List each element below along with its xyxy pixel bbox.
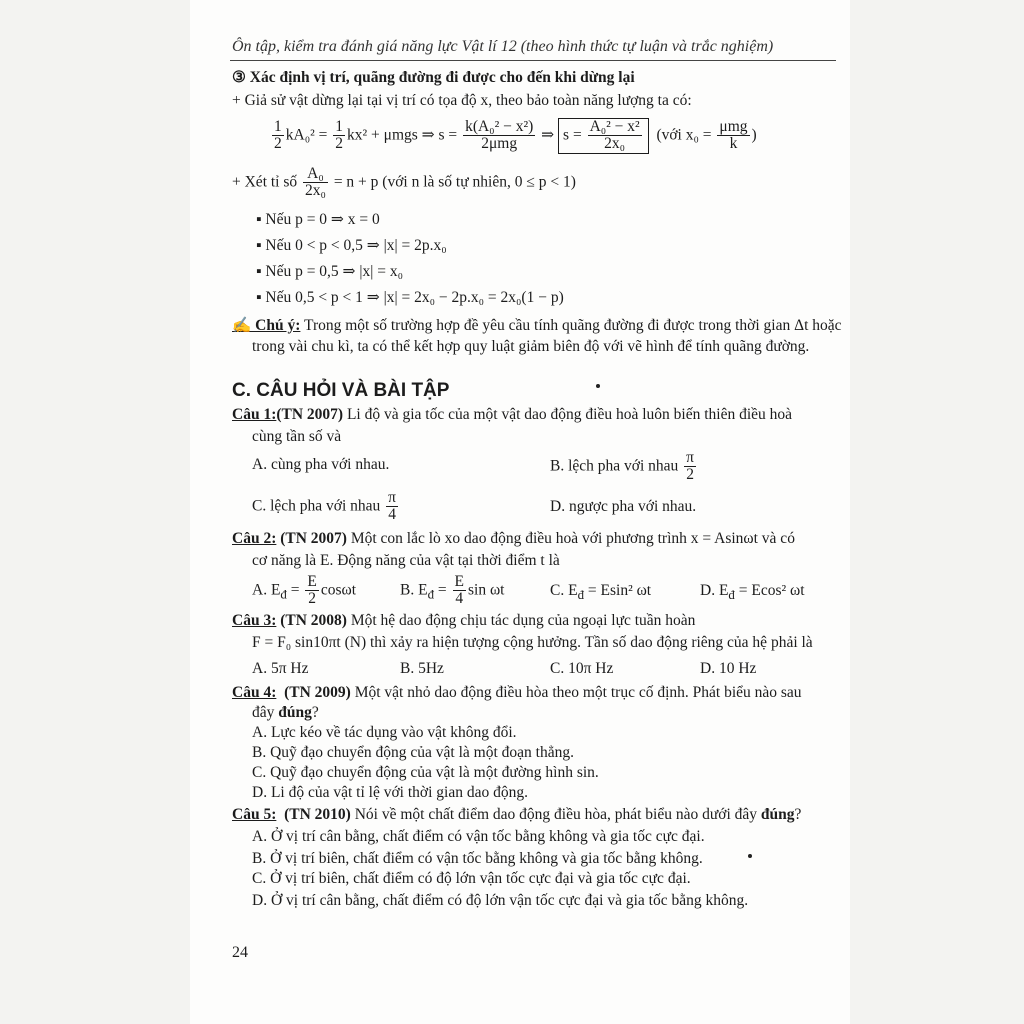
- running-header: Ôn tập, kiểm tra đánh giá năng lực Vật lí 12 (theo hình thức tự luận và trắc nghiệm): [232, 38, 774, 55]
- print-speck: [748, 854, 752, 858]
- q1-option-a: A. cùng pha với nhau.: [252, 456, 390, 473]
- q1-b-den: 2: [684, 466, 696, 483]
- q2-b-pre: B. E: [400, 581, 428, 599]
- q1-source: (TN 2007): [276, 406, 344, 423]
- q5-source: (TN 2010): [284, 806, 351, 823]
- q2-label: Câu 2:: [232, 530, 277, 547]
- boxed-den: 2x₀: [588, 135, 642, 152]
- q2-b-sub: đ: [427, 586, 435, 602]
- q1-b-text: B. lệch pha với nhau: [550, 457, 679, 475]
- q4-option-b: B. Quỹ đạo chuyển động của vật là một đoạn thẳng.: [252, 744, 574, 761]
- eq-den: 2μmg: [463, 135, 535, 152]
- q2-option-b: [400, 574, 504, 608]
- eq-num: k(A₀² − x²): [465, 118, 534, 135]
- q2-a-num: E: [307, 573, 317, 590]
- q2-c-pre: C. E: [550, 582, 578, 599]
- q3-stem: [232, 612, 695, 630]
- q2-option-c: [550, 582, 651, 603]
- q2-c-post: = Esin² ωt: [584, 582, 652, 599]
- energy-equation: $\frac{1}{2}$ kA₀² = $\frac{1}{2}$ kx² + μmgs ⇒ s = $\frac{\text{k(A₀² − x²)}}{\text{2μmg}}$ ⇒ s = $\frac{\text{A₀² − x²}}{\text{2x₀}}$ (với x₀ = $\frac{\text{μmg}}{k}$ ): [274, 118, 757, 153]
- q4-label: Câu 4:: [232, 684, 277, 701]
- ratio-den: 2x₀: [305, 182, 326, 200]
- fraction-s: [463, 119, 535, 153]
- section3-intro: + Giả sử vật dừng lại tại vị trí có tọa độ x, theo bảo toàn năng lượng ta có:: [232, 92, 692, 109]
- page-number: 24: [232, 944, 248, 961]
- q4-text2-post: ?: [311, 704, 319, 721]
- q5-text: Nói về một chất điểm dao động điều hòa, phát biểu nào dưới đây: [350, 806, 761, 823]
- print-speck: [596, 384, 600, 388]
- q5-label: Câu 5:: [232, 806, 277, 823]
- boxed-result: [558, 118, 649, 154]
- q2-d-post: = Ecos² ωt: [734, 582, 805, 599]
- q4-text: Một vật nhỏ dao động điều hòa theo một trục cố định. Phát biểu nào sau: [350, 684, 802, 701]
- note-label: ✍ Chú ý:: [232, 317, 301, 334]
- q4-stem: [232, 684, 802, 702]
- q1-option-d: D. ngược pha với nhau.: [550, 498, 697, 515]
- q1-c-den: 4: [386, 506, 398, 523]
- q5-text-post: ?: [794, 806, 802, 823]
- ratio-line: [232, 166, 576, 200]
- ratio-num: A₀: [307, 165, 324, 182]
- q2-b-den: 4: [453, 590, 466, 607]
- q4-text2-bold: đúng: [278, 704, 312, 721]
- eq-left: kA₀² =: [285, 126, 332, 144]
- q2-text: Một con lắc lò xo dao động điều hoà với phương trình x = Asinωt và có: [346, 530, 795, 547]
- q4-option-a: A. Lực kéo về tác dụng vào vật không đổi.: [252, 724, 517, 741]
- q2-a-sub: đ: [280, 586, 287, 602]
- q1-label: Câu 1:: [232, 406, 277, 423]
- q1-option-c: [252, 490, 400, 524]
- header-rule: [230, 60, 836, 61]
- q1-b-num: π: [686, 449, 694, 466]
- eq-note: (với x₀ =: [656, 126, 716, 144]
- q1-c-text: C. lệch pha với nhau: [252, 497, 381, 515]
- q2-b-num: E: [454, 573, 464, 590]
- note-line-1: [232, 316, 842, 335]
- q2-option-d: [700, 582, 805, 603]
- q2-stem-2: cơ năng là E. Động năng của vật tại thời điểm t là: [252, 552, 560, 569]
- q4-text2-pre: đây: [252, 704, 279, 721]
- note-den: k: [717, 135, 749, 152]
- q1-stem-2: cùng tần số và: [252, 428, 342, 445]
- q3-option-c: C. 10π Hz: [550, 660, 614, 677]
- q3-source: (TN 2008): [280, 612, 347, 629]
- note-text-1: Trong một số trường hợp đề yêu cầu tính quãng đường đi được trong thời gian Δt hoặc: [304, 317, 842, 334]
- section-c-title: C. CÂU HỎI VÀ BÀI TẬP: [232, 380, 450, 401]
- q5-option-d: D. Ở vị trí cân bằng, chất điểm có độ lớn vận tốc cực đại và gia tốc bằng không.: [252, 892, 749, 909]
- q3-stem-2: F = F₀ sin10πt (N) thì xảy ra hiện tượng cộng hưởng. Tần số dao động riêng của hệ phải là: [252, 634, 813, 651]
- q4-option-d: D. Li độ của vật tỉ lệ với thời gian dao động.: [252, 784, 528, 801]
- section3-title: ③ Xác định vị trí, quãng đường đi được cho đến khi dừng lại: [232, 69, 635, 86]
- q3-option-a: A. 5π Hz: [252, 660, 309, 677]
- q2-a-eq: =: [286, 581, 304, 599]
- q3-option-b: B. 5Hz: [400, 660, 444, 677]
- ratio-intro: + Xét tỉ số: [232, 173, 302, 191]
- case-item: ▪ Nếu p = 0 ⇒ x = 0: [256, 211, 380, 228]
- eq-mid: kx² + μmgs ⇒ s =: [347, 126, 462, 144]
- q3-label: Câu 3:: [232, 612, 277, 629]
- note-num: μmg: [719, 118, 748, 135]
- q1-option-b: [550, 450, 698, 484]
- q1-stem: [232, 406, 792, 424]
- q2-a-pre: A. E: [252, 581, 281, 599]
- q2-d-pre: D. E: [700, 582, 729, 599]
- case-item: ▪ Nếu p = 0,5 ⇒ |x| = x₀: [256, 263, 404, 280]
- q3-text: Một hệ dao động chịu tác dụng của ngoại lực tuần hoàn: [346, 612, 696, 629]
- q3-option-d: D. 10 Hz: [700, 660, 757, 677]
- q2-b-eq: =: [434, 581, 451, 599]
- q5-stem: [232, 806, 801, 824]
- case-item: ▪ Nếu 0,5 < p < 1 ⇒ |x| = 2x₀ − 2p.x₀ = 2x₀(1 − p): [256, 289, 564, 306]
- q2-source: (TN 2007): [280, 530, 347, 547]
- q1-text: Li độ và gia tốc của một vật dao động điều hoà luôn biến thiên điều hoà: [343, 406, 793, 423]
- q2-c-sub: đ: [577, 587, 585, 603]
- case-item: ▪ Nếu 0 < p < 0,5 ⇒ |x| = 2p.x₀: [256, 237, 447, 254]
- q5-option-c: C. Ở vị trí biên, chất điểm có độ lớn vận tốc cực đại và gia tốc cực đại.: [252, 870, 691, 887]
- q5-text-bold: đúng: [760, 806, 795, 823]
- q2-option-a: [252, 574, 356, 608]
- q2-d-sub: đ: [728, 587, 735, 603]
- q4-option-c: C. Quỹ đạo chuyển động của vật là một đường hình sin.: [252, 764, 599, 781]
- q2-b-post: sin ωt: [467, 581, 505, 599]
- q5-option-a: A. Ở vị trí cân bằng, chất điểm có vận tốc bằng không và gia tốc cực đại.: [252, 828, 705, 845]
- q5-option-b: B. Ở vị trí biên, chất điểm có vận tốc bằng không và gia tốc bằng không.: [252, 850, 703, 867]
- fraction-half-2: $\frac{1}{2}$: [335, 118, 343, 153]
- q2-a-den: 2: [305, 590, 318, 607]
- q2-a-post: cosωt: [320, 581, 357, 599]
- boxed-s: s =: [563, 126, 586, 144]
- boxed-num: A₀² − x²: [589, 118, 640, 135]
- q4-source: (TN 2009): [284, 684, 351, 701]
- q1-c-num: π: [388, 489, 396, 506]
- q4-stem-2: [252, 704, 319, 722]
- ratio-rest: = n + p (với n là số tự nhiên, 0 ≤ p < 1): [333, 173, 576, 191]
- fraction-half-1: $\frac{1}{2}$: [274, 118, 282, 153]
- note-line-2: trong vài chu kì, ta có thể kết hợp quy luật giảm biên độ với vẽ hình để tính quãng đường.: [252, 338, 810, 355]
- q2-stem: [232, 530, 795, 548]
